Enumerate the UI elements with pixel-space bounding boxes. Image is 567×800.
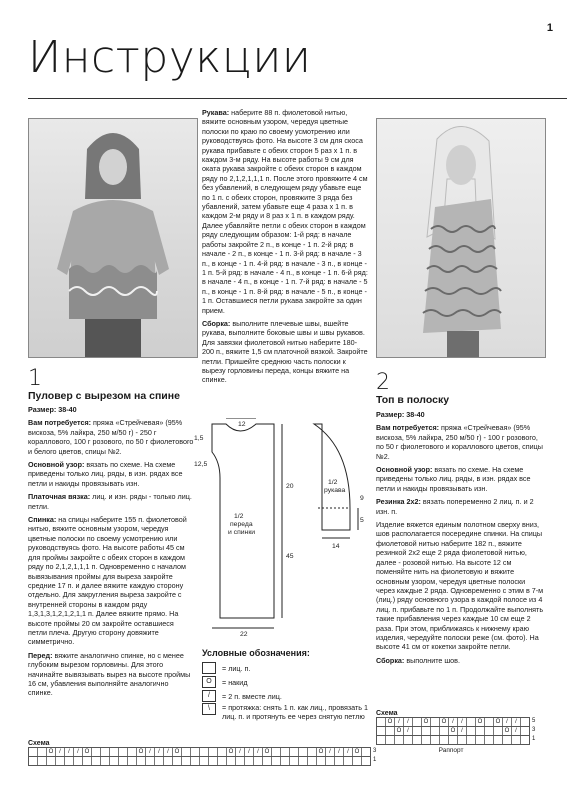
scheme-cell [38, 757, 47, 765]
scheme-cell [485, 718, 494, 726]
scheme-cell [191, 757, 200, 765]
scheme-cell: / [512, 718, 521, 726]
item1-sleeves-label: Рукава: [202, 108, 230, 117]
scheme-cell: / [236, 748, 245, 756]
scheme-cell [209, 757, 218, 765]
scheme-1-label: Схема [28, 740, 50, 747]
item1-back-label: Спинка: [28, 515, 57, 525]
scheme-cell [209, 748, 218, 756]
scheme-cell [440, 727, 449, 735]
scheme-1-row-number: 3 [373, 748, 377, 754]
scheme-cell [521, 718, 529, 726]
scheme-cell [377, 727, 386, 735]
dim-22: 22 [240, 631, 248, 638]
legend-item-ssk [202, 703, 372, 721]
scheme-cell: / [449, 718, 458, 726]
k2tog-symbol-icon: / [202, 690, 216, 702]
scheme-cell: O [494, 718, 503, 726]
scheme-cell [413, 718, 422, 726]
scheme-cell [38, 748, 47, 756]
item1-heading: Пуловер с вырезом на спине [28, 390, 180, 402]
item1-back: на спицы наберите 155 п. фиолетовой нитью, вяжите основным узором, чередуя цветные полоски по своему усмотрению или руководствуясь фото. На высоте работы 45 см для проймы закройте с обеих сторон в каждом ряду по 2,1,2,1,1,1 п. Одновременно с началом вывязывания проймы для выреза закройте средние 17 п. и далее вяжите каждую сторону отдельно. Для закругления выреза закройте с внутренней стороны в каждом ряду 1,3,1,3,1,2,1,2,1,1 п. Далее вяжите прямо. На высоте проймы 20 см закройте оставшиеся петли плеча. Другую сторону довяжите симметрично. [28, 515, 187, 647]
scheme-cell [65, 757, 74, 765]
scheme-cell [308, 748, 317, 756]
scheme-cell [458, 736, 467, 744]
scheme-cell [512, 736, 521, 744]
scheme-cell [119, 748, 128, 756]
dim-12: 12 [238, 421, 246, 428]
scheme-cell: O [137, 748, 146, 756]
scheme-cell: / [458, 727, 467, 735]
yarnover-symbol-icon: O [202, 676, 216, 688]
scheme-cell [485, 727, 494, 735]
scheme-cell [467, 727, 476, 735]
dim-9: 9 [360, 495, 364, 502]
scheme-cell [377, 718, 386, 726]
scheme-cell [431, 736, 440, 744]
scheme-cell [56, 757, 65, 765]
legend-item-yarnover [202, 675, 372, 689]
scheme-cell [299, 757, 308, 765]
scheme-cell: O [476, 718, 485, 726]
scheme-cell: / [512, 727, 521, 735]
item2-body: Изделие вяжется единым полотном сверху вниз, шов располагается посередине спинки. На спицы фиолетовой нитью наберите 182 п., вяжите резинкой 2х2 еще 2 ряда фиолетовой нитью, далее - розовой нитью. На высоте 12 см поменяйте нить на фиолетовую и вяжите основным узором, чередуя цветные полоски через каждые 2 ряда. Одновременно с этим в 7-м (лиц.) ряду основного узора в каждой полосе из 4 лиц. п. прибавьте по 1 п. Продолжайте выполнять такие прибавления через каждые 10 см еще 2 раза. При этом, приближаясь к нижнему краю изделия, чередуйте полоски реже (см. фото). На высоте 41 см от кокетки закройте петли. [376, 520, 544, 652]
item1-front-label: Перед: [28, 650, 53, 660]
scheme-cell [263, 757, 272, 765]
legend-item-text: = 2 п. вместе лиц. [222, 691, 282, 701]
scheme-cell [377, 736, 386, 744]
scheme-2-row-number: 1 [532, 736, 536, 742]
scheme-cell [182, 748, 191, 756]
scheme-cell: O [449, 727, 458, 735]
legend-item-k2tog [202, 689, 372, 703]
scheme-cell [110, 748, 119, 756]
item1-sleeves: наберите 88 п. фиолетовой нитью, вяжите основным узором, чередуя цветные полоски по краю по своему усмотрению или руководствуясь фото. На высоте 3 см для скоса рукава прибавьте с обеих сторон 5 раз х 1 п. в каждом 3-м ряду. На высоте работы 9 см для оката рукава закройте с обеих сторон в каждом ряду по 2,1,2,1,1,1 п. После этого провяжите 4 см без убавлений, в следующем ряду убавьте еще по 1 п. с обеих сторон, провяжите 3 ряда без убавлений, затем убавьте еще 4 раза х 1 п. в каждом 2-м ряду и 8 раз х 1 п. в каждом ряду. Далее убавляйте петли с обеих сторон в каждом ряду следующим образом: 1-й ряд: в начале работы закройте 2 п., в конце - 1 п. 2-й ряд: в начале - 2 п., в конце - 1 п. 3-й ряд: в начале - 3 п., в конце - 1 п. 4-й ряд: в начале - 3 п., в конце - 1 п. 5-й ряд: в начале - 4 п., в конце - 1 п. 6-й ряд: в начале - 4 п., в конце - 1 п. 7-й ряд: в начале - 5 п., в конце - 1 п. 8-й ряд: в начале - 5 п., в конце - 1 п. Оставшиеся петли рукава закройте за один прием. [202, 108, 368, 315]
photo-pullover [28, 118, 198, 358]
scheme-1 [28, 740, 377, 766]
scheme-cell [344, 757, 353, 765]
scheme-cell [182, 757, 191, 765]
scheme-cell [137, 757, 146, 765]
scheme-cell: O [83, 748, 92, 756]
scheme-cell: O [353, 748, 362, 756]
scheme-cell [308, 757, 317, 765]
scheme-cell: O [386, 718, 395, 726]
scheme-cell [476, 727, 485, 735]
photo-striped-top [376, 118, 546, 358]
scheme-cell [494, 736, 503, 744]
item2-number: 2 [376, 370, 390, 395]
scheme-cell [47, 757, 56, 765]
scheme-cell [476, 736, 485, 744]
scheme-cell [74, 757, 83, 765]
scheme-cell [281, 757, 290, 765]
scheme-cell [254, 757, 263, 765]
scheme-cell [386, 727, 395, 735]
scheme-cell [218, 757, 227, 765]
scheme-cell [431, 718, 440, 726]
scheme-cell [146, 757, 155, 765]
dim-45: 45 [286, 553, 294, 560]
title-rule [28, 98, 567, 99]
scheme-2-row [376, 717, 530, 727]
scheme-cell [29, 757, 38, 765]
legend-title: Условные обозначения: [202, 648, 310, 658]
scheme-cell: O [263, 748, 272, 756]
item2-rib-label: Резинка 2х2: [376, 497, 421, 507]
item1-number: 1 [28, 366, 42, 391]
scheme-cell [422, 727, 431, 735]
scheme-2-row-number: 3 [532, 727, 536, 733]
item2-assembly-label: Сборка: [376, 655, 405, 665]
scheme-cell [395, 736, 404, 744]
scheme-cell [362, 757, 370, 765]
dim-5: 5 [360, 517, 364, 524]
scheme-cell [290, 748, 299, 756]
scheme-cell [92, 748, 101, 756]
legend-item-knit [202, 661, 372, 675]
item2-materials-label: Вам потребуется: [376, 423, 440, 433]
scheme-cell [326, 757, 335, 765]
item1-assembly: выполните плечевые швы, вшейте рукава, выполните боковые швы и швы рукавов. Для завязки фиолетовой нитью наберите 180-200 п., вяжите 1,5 см платочной вязкой. Закройте петли. Пришейте среднюю часть полоски к вырезу горловины переда, концы вяжите на спинке. [202, 318, 368, 385]
scheme-cell [245, 757, 254, 765]
item1-size: Размер: 38-40 [28, 405, 77, 414]
scheme-cell: / [326, 748, 335, 756]
scheme-cell: / [404, 727, 413, 735]
label-half-sleeve: 1/2 [328, 479, 338, 486]
scheme-cell [422, 736, 431, 744]
scheme-cell [353, 757, 362, 765]
item1-pattern: вязать по схеме. На схеме приведены только лиц. ряды, в изн. рядах все петли и накиды провязывать изн. [28, 460, 183, 488]
scheme-cell [440, 736, 449, 744]
scheme-2-row-number: 5 [532, 718, 536, 724]
scheme-2-label: Схема [376, 710, 398, 717]
scheme-cell: / [65, 748, 74, 756]
dim-14: 14 [332, 543, 340, 550]
scheme-cell: / [245, 748, 254, 756]
scheme-cell [227, 757, 236, 765]
scheme-cell [272, 748, 281, 756]
scheme-2 [376, 710, 546, 754]
knit-symbol-icon [202, 662, 216, 674]
scheme-cell [128, 748, 137, 756]
item1-front: вяжите аналогично спинке, но с менее глубоким вырезом горловины. Для этого начинайте вывязывать вырез на высоте проймы 16 см, убавления выполняйте аналогично спинке. [28, 650, 191, 698]
scheme-1-row [28, 757, 371, 766]
scheme-2-row [376, 727, 530, 736]
scheme-cell [467, 736, 476, 744]
scheme-cell [119, 757, 128, 765]
scheme-cell [413, 727, 422, 735]
item2-pattern-label: Основной узор: [376, 465, 433, 475]
scheme-cell [317, 757, 326, 765]
scheme-cell [362, 748, 370, 756]
label-half: 1/2 [234, 513, 244, 520]
item1-assembly-label: Сборка: [202, 318, 231, 328]
scheme-cell: O [395, 727, 404, 735]
scheme-cell [281, 748, 290, 756]
scheme-cell [218, 748, 227, 756]
scheme-cell [404, 736, 413, 744]
pattern-diagram [190, 418, 370, 640]
scheme-1-row [28, 747, 371, 757]
scheme-cell [200, 748, 209, 756]
scheme-cell: / [344, 748, 353, 756]
scheme-cell: O [317, 748, 326, 756]
label-and-back: и спинки [228, 529, 256, 536]
scheme-cell: / [74, 748, 83, 756]
legend-item-text: = накид [222, 677, 248, 687]
scheme-cell [164, 757, 173, 765]
scheme-cell [92, 757, 101, 765]
scheme-cell [101, 748, 110, 756]
label-sleeve: рукава [324, 487, 346, 494]
item2-heading: Топ в полоску [376, 394, 450, 406]
scheme-cell [236, 757, 245, 765]
scheme-cell: / [395, 718, 404, 726]
dim-12-5: 12,5 [194, 461, 208, 468]
item2-pattern: вязать по схеме. На схеме приведены только лиц. ряды, в изн. рядах все петли и накиды провязывать изн. [376, 465, 531, 493]
item2-size: Размер: 38-40 [376, 410, 425, 419]
scheme-cell [29, 748, 38, 756]
scheme-cell: / [335, 748, 344, 756]
scheme-cell [290, 757, 299, 765]
scheme-2-row [376, 736, 530, 745]
dim-1-5: 1,5 [194, 435, 204, 442]
scheme-cell: / [56, 748, 65, 756]
scheme-cell: / [146, 748, 155, 756]
item1-pattern-label: Основной узор: [28, 460, 85, 470]
legend [202, 648, 372, 721]
scheme-cell [335, 757, 344, 765]
page-title: Инструкции [28, 32, 312, 83]
scheme-cell [110, 757, 119, 765]
item1-materials-label: Вам потребуется: [28, 418, 92, 428]
dim-20: 20 [286, 483, 294, 490]
scheme-cell [155, 757, 164, 765]
scheme-cell [449, 736, 458, 744]
scheme-cell [485, 736, 494, 744]
scheme-cell [494, 727, 503, 735]
scheme-cell [431, 727, 440, 735]
scheme-cell [521, 727, 529, 735]
scheme-cell: O [47, 748, 56, 756]
scheme-cell: O [227, 748, 236, 756]
ssk-symbol-icon: \ [202, 703, 216, 715]
item1-materials: пряжа «Стрейчевая» (95% вискоза, 5% лайкра, 250 м/50 г) - 250 г кораллового, 100 г розового, по 50 г фиолетового и белого цветов, спицы №2. [28, 418, 194, 456]
scheme-cell [128, 757, 137, 765]
scheme-cell: O [422, 718, 431, 726]
scheme-cell: / [404, 718, 413, 726]
scheme-cell: / [458, 718, 467, 726]
legend-item-text: = протяжка: снять 1 п. как лиц., провязать 1 лиц. п. и протянуть ее через снятую петлю [222, 703, 369, 721]
scheme-cell [191, 748, 200, 756]
scheme-cell [521, 736, 529, 744]
label-front: переда [230, 521, 253, 528]
item1-knit: лиц. и изн. ряды - только лиц. петли. [28, 492, 192, 511]
scheme-cell: / [254, 748, 263, 756]
scheme-cell [83, 757, 92, 765]
scheme-cell [101, 757, 110, 765]
scheme-cell [503, 736, 512, 744]
legend-item-text: = лиц. п. [222, 663, 251, 673]
scheme-1-row-number: 1 [373, 757, 377, 763]
scheme-cell [467, 718, 476, 726]
scheme-2-rapport: Раппорт [438, 747, 464, 754]
scheme-cell: O [440, 718, 449, 726]
scheme-cell [173, 757, 182, 765]
scheme-cell [413, 736, 422, 744]
scheme-cell: / [503, 718, 512, 726]
item2-assembly: выполните шов. [406, 655, 460, 665]
item2-rib: вязать попеременно 2 лиц. п. и 2 изн. п. [376, 497, 534, 516]
item1-knit-label: Платочная вязка: [28, 492, 91, 502]
item2-materials: пряжа «Стрейчевая» (95% вискоза, 5% лайкра, 250 м/50 г) - 100 г розового, по 50 г фиолетового и кораллового цветов, спицы №2. [376, 423, 543, 461]
scheme-cell: O [173, 748, 182, 756]
scheme-cell: / [155, 748, 164, 756]
scheme-cell: O [503, 727, 512, 735]
scheme-cell [299, 748, 308, 756]
scheme-cell: / [164, 748, 173, 756]
scheme-cell [272, 757, 281, 765]
scheme-cell [200, 757, 209, 765]
page-number: 1 [546, 22, 553, 34]
scheme-cell [386, 736, 395, 744]
